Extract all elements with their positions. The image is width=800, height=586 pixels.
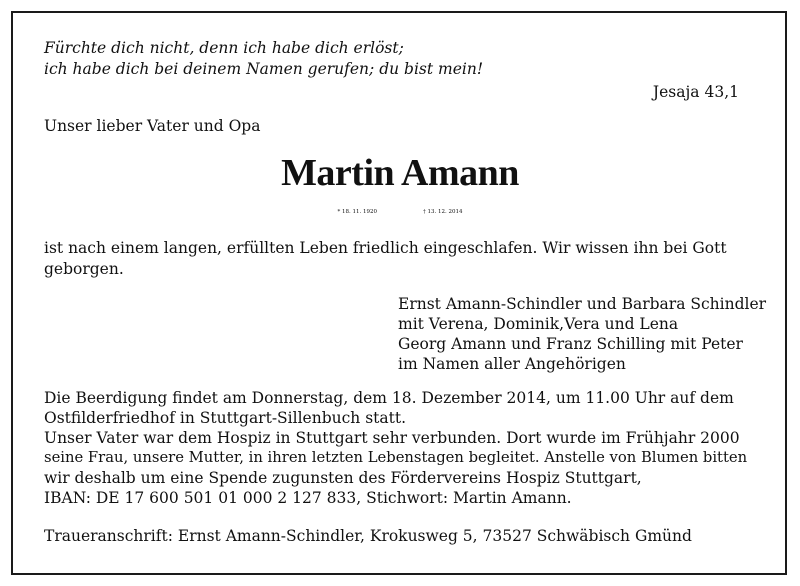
verse-line-1: Fürchte dich nicht, denn ich habe dich erlöst; xyxy=(44,39,404,57)
funeral-line-1: Die Beerdigung findet am Donnerstag, dem 18. Dezember 2014, um 11.00 Uhr auf dem xyxy=(44,389,734,407)
donation-line-4: IBAN: DE 17 600 501 01 000 2 127 833, Stichwort: Martin Amann. xyxy=(44,489,572,507)
donation-line-2: seine Frau, unsere Mutter, in ihren letzten Lebenstagen begleitet. Anstelle von Blumen bitten xyxy=(44,449,748,466)
mourner-line-1: Ernst Amann-Schindler und Barbara Schindler xyxy=(398,295,767,313)
donation-line-3: wir deshalb um eine Spende zugunsten des Fördervereins Hospiz Stuttgart, xyxy=(44,469,642,487)
verse-reference: Jesaja 43,1 xyxy=(652,83,739,101)
mourner-line-4: im Namen aller Angehörigen xyxy=(398,355,626,373)
message-line-1: ist nach einem langen, erfüllten Leben friedlich eingeschlafen. Wir wissen ihn bei Gott xyxy=(44,239,727,257)
mourner-line-2: mit Verena, Dominik,Vera und Lena xyxy=(398,315,679,333)
message-line-2: geborgen. xyxy=(44,260,124,278)
death-date: † 13. 12. 2014 xyxy=(423,209,463,215)
funeral-line-2: Ostfilderfriedhof in Stuttgart-Sillenbuch statt. xyxy=(44,409,407,427)
donation-line-1: Unser Vater war dem Hospiz in Stuttgart sehr verbunden. Dort wurde im Frühjahr 2000 xyxy=(44,429,740,447)
birth-date: * 18. 11. 1920 xyxy=(337,209,377,215)
mourner-line-3: Georg Amann und Franz Schilling mit Peter xyxy=(398,335,743,353)
intro-line: Unser lieber Vater und Opa xyxy=(44,117,261,135)
verse-line-2: ich habe dich bei deinem Namen gerufen; du bist mein! xyxy=(44,60,484,78)
mourning-address: Traueranschrift: Ernst Amann-Schindler, Krokusweg 5, 73527 Schwäbisch Gmünd xyxy=(44,527,692,545)
deceased-name: Martin Amann xyxy=(281,152,519,194)
life-dates xyxy=(0,202,800,222)
